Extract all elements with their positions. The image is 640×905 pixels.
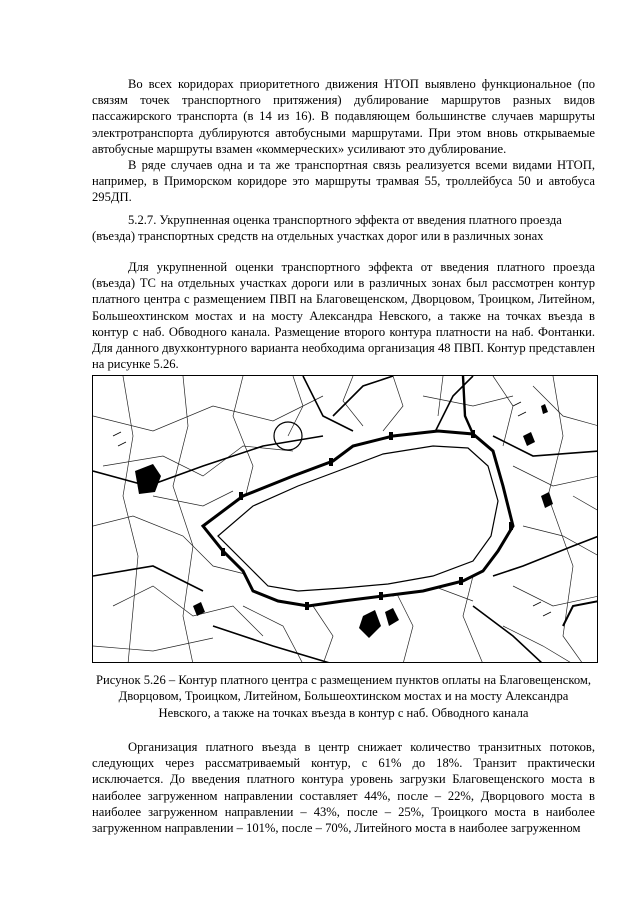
figure-caption: Рисунок 5.26 – Контур платного центра с размещением пунктов оплаты на Благовещенском, Дворцовом, Троицком, Литейном, Большеохтинском мостах и на мосту Александра Невского, а также на точках въезда в контур с наб. Обводного канала bbox=[95, 673, 592, 720]
paragraph-primorsky-corridor: В ряде случаев одна и та же транспортная связь реализуется всеми видами НТОП, например, в Приморском коридоре это маршруты трамвая 55, троллейбуса 50 и автобуса 295ДП. bbox=[92, 158, 595, 205]
paragraph-toll-contour: Для укрупненной оценки транспортного эффекта от введения платного проезда (въезда) ТС на отдельных участках дороги или в различных зонах был рассмотрен контур платного центра с размещением ПВП на Благовещенском, Дворцовом, Троицком, Литейном, Большеохтинском мостах и на мосту Александра Невского, а также на точках въезда в контур с наб. Обводного канала. Размещение второго контура платности на наб. Фонтанки. Для данного двухконтурного варианта необходима организация 48 ПВП. Контур представлен на рисунке 5.26. bbox=[92, 260, 595, 372]
paragraph-ntop-duplication: Во всех коридорах приоритетного движения НТОП выявлено функциональное (по связям точек транспортного притяжения) дублирование маршрутов разных видов пассажирского транспорта (в 14 из 16). В подавляющем большинстве случаев маршруты электротранспорта дублируются автобусными маршрутами. При этом вновь открываемые автобусные маршруты взамен «коммерческих» усиливают это дублирование. bbox=[92, 77, 595, 156]
toll-contour-map-figure bbox=[92, 375, 598, 663]
section-heading-5-2-7: 5.2.7. Укрупненная оценка транспортного эффекта от введения платного проезда (въезда) транспортных средств на отдельных участках дорог или в различных зонах bbox=[92, 213, 562, 244]
paragraph-toll-effect: Организация платного въезда в центр снижает количество транзитных потоков, следующих через рассматриваемый контур, с 61% до 18%. Транзит практически исключается. До введения платного контура уровень загрузки Благовещенского моста в наиболее загруженном направлении составляет 44%, после – 22%, Дворцового моста в наиболее загруженном направлении – 43%, после – 25%, Троицкого моста в наиболее загруженном направлении – 101%, после – 70%, Литейного моста в наиболее загруженном bbox=[92, 740, 595, 836]
toll-contour-map bbox=[93, 376, 598, 663]
